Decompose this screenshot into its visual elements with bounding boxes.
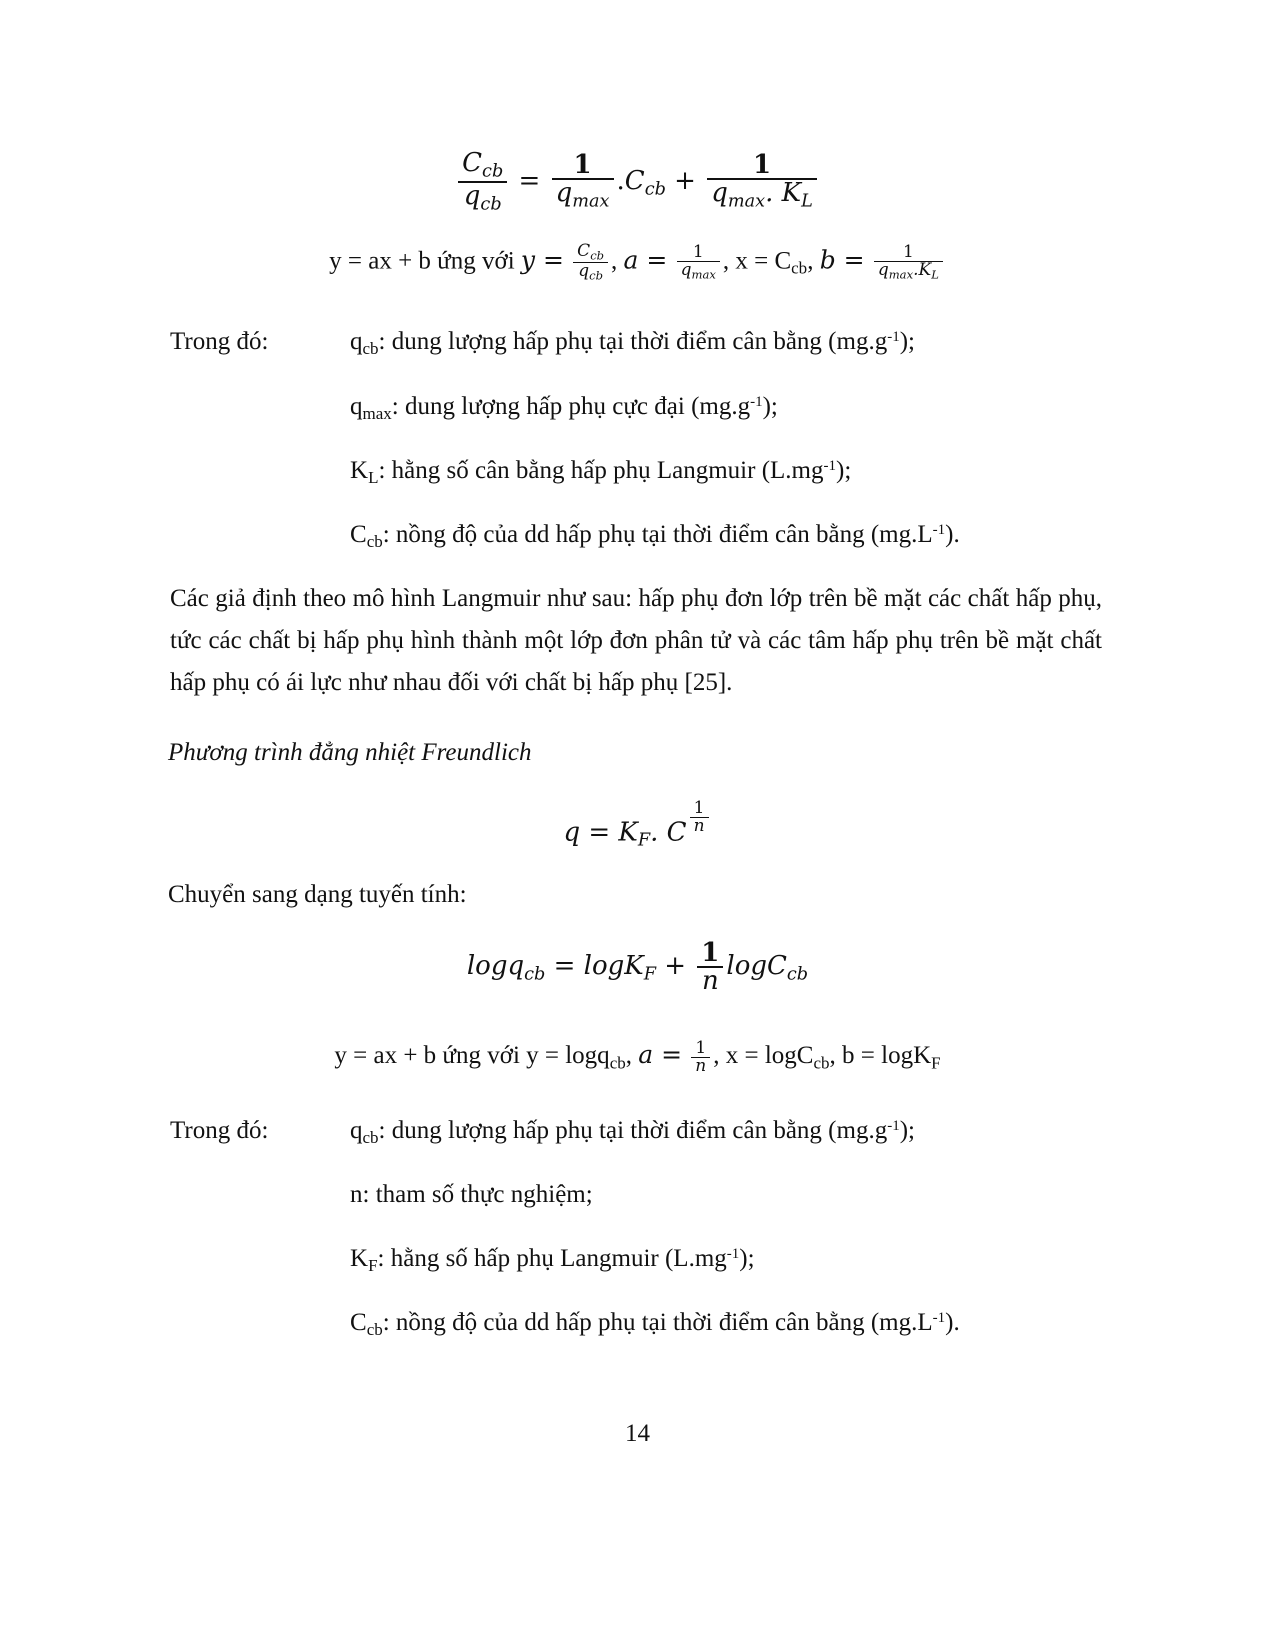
def-sup: -1 — [887, 328, 900, 345]
def-text: : hằng số hấp phụ Langmuir (L.mg — [377, 1245, 727, 1272]
def-symbol: K — [350, 457, 369, 484]
a-equals: a = — [623, 245, 668, 275]
y-num: C — [577, 241, 591, 261]
langmuir-equation — [0, 150, 1275, 214]
def-end: ). — [945, 1309, 960, 1336]
def-text: : dung lượng hấp phụ tại thời điểm cân bằng (mg.g — [378, 328, 888, 355]
b-num: 1 — [874, 244, 943, 262]
log-frac-den: n — [701, 966, 719, 996]
dot-operator: . — [616, 165, 625, 196]
lhs-num: C — [462, 148, 483, 178]
lhs-den-sub: cb — [480, 194, 502, 215]
linear-prefix: y = ax + b ứng với y = logq — [334, 1042, 610, 1070]
freundlich-c: . C — [650, 817, 687, 848]
b-den-tail: .K — [913, 260, 932, 280]
comma: , — [807, 247, 814, 275]
page-number: 14 — [625, 1420, 650, 1447]
definition-line — [350, 1117, 915, 1148]
def-end: ); — [762, 393, 778, 420]
b-sub: F — [931, 1053, 941, 1073]
term2-num: 1 — [707, 152, 817, 180]
exp-den: n — [693, 816, 705, 836]
def-sub: cb — [366, 532, 383, 552]
def-sub: F — [368, 1256, 378, 1276]
def-text: : nồng độ của dd hấp phụ tại thời điểm cân bằng (mg.L — [382, 1309, 933, 1336]
def-symbol: q — [350, 328, 363, 355]
b-den-tail-sub: L — [931, 267, 939, 282]
def-end: ). — [945, 521, 960, 548]
freundlich-lhs: q = K — [563, 817, 638, 848]
exp-num: 1 — [690, 800, 709, 818]
a-den: n — [695, 1056, 707, 1076]
def-symbol: C — [350, 1309, 367, 1336]
def-symbol: K — [350, 1245, 369, 1272]
y-num-sub: cb — [590, 248, 605, 263]
def-text: : dung lượng hấp phụ cực đại (mg.g — [391, 393, 751, 420]
def-sub: max — [362, 404, 392, 424]
log-lhs-sub: cb — [524, 964, 546, 985]
log-eq-sub: F — [643, 964, 656, 985]
linear-prefix: y = ax + b ứng với — [329, 247, 521, 275]
freundlich-lhs-sub: F — [637, 830, 651, 851]
term2-fraction — [707, 152, 817, 211]
def-sub: cb — [362, 1128, 379, 1148]
definition-line — [350, 328, 915, 359]
def-sub: L — [368, 468, 379, 488]
b-part: , b = logK — [829, 1042, 932, 1070]
c-symbol: C — [624, 165, 645, 196]
lhs-fraction — [458, 150, 507, 214]
term2-den-tail: . K — [765, 178, 802, 209]
term2-den-tail-sub: L — [801, 191, 813, 212]
freundlich-equation — [0, 800, 1275, 850]
comma: , — [625, 1042, 639, 1070]
def-sub: cb — [366, 1320, 383, 1340]
def-sub: cb — [362, 339, 379, 359]
log-frac-num: 1 — [697, 940, 723, 968]
lhs-den: q — [463, 180, 481, 211]
def-symbol: C — [350, 521, 367, 548]
lhs-num-sub: cb — [482, 161, 504, 182]
def-end: ); — [899, 1117, 915, 1144]
langmuir-linear-form — [0, 243, 1275, 282]
x-sub: cb — [813, 1053, 830, 1073]
exponent-fraction — [690, 800, 709, 835]
b-den-sub: max — [888, 267, 914, 282]
def-end: ); — [836, 457, 852, 484]
where-label: Trong đó: — [170, 328, 269, 355]
b-equals: b = — [819, 245, 865, 275]
log-rhs: logC — [726, 951, 787, 981]
def-sup: -1 — [932, 1309, 946, 1326]
log-equation — [0, 940, 1275, 994]
definition-line — [350, 521, 960, 552]
a-fraction — [677, 244, 720, 281]
plus-sign: + — [674, 165, 696, 196]
def-sup: -1 — [932, 521, 946, 538]
def-text: : hằng số cân bằng hấp phụ Langmuir (L.mg — [378, 457, 824, 484]
term2-den: q — [711, 178, 728, 209]
y-equals: y = — [520, 245, 564, 275]
def-text: : nồng độ của dd hấp phụ tại thời điểm cân bằng (mg.L — [382, 521, 933, 548]
def-text: : tham số thực nghiệm; — [362, 1181, 593, 1208]
log-eq: = logK — [545, 951, 644, 981]
term1-den-sub: max — [572, 191, 610, 212]
x-part: , x = logC — [713, 1042, 814, 1070]
x-sub: cb — [791, 258, 808, 278]
definition-line — [350, 457, 851, 488]
definition-line — [350, 1245, 755, 1276]
y-den-sub: cb — [589, 268, 603, 283]
def-end: ); — [739, 1245, 755, 1272]
comma: , — [611, 247, 618, 275]
term1-fraction — [552, 152, 614, 211]
where-label: Trong đó: — [170, 1117, 269, 1144]
def-symbol: q — [350, 393, 363, 420]
assumption-paragraph: Các giả định theo mô hình Langmuir như sau: hấp phụ đơn lớp trên bề mặt các chất hấp phụ, tức các chất bị hấp phụ hình thành một lớp đơn phân tử và các tâm hấp phụ trên bề mặt chất hấp phụ có ái lực như nhau đối với chất bị hấp phụ [25]. — [170, 585, 1102, 696]
linearize-label: Chuyển sang dạng tuyến tính: — [168, 881, 467, 908]
a-num: 1 — [691, 1040, 710, 1058]
x-part: , x = C — [722, 247, 792, 275]
definition-line — [350, 1181, 593, 1212]
def-sup: -1 — [887, 1117, 900, 1134]
def-symbol: n — [350, 1181, 363, 1208]
def-end: ); — [899, 328, 915, 355]
a-den: q — [680, 260, 692, 280]
b-den: q — [877, 260, 889, 280]
a-num: 1 — [677, 244, 720, 262]
freundlich-heading: Phương trình đẳng nhiệt Freundlich — [168, 739, 532, 766]
a-equals: a = — [638, 1040, 683, 1070]
def-sup: -1 — [750, 393, 763, 410]
log-rhs-sub: cb — [786, 964, 809, 985]
plus-sign: + — [655, 951, 695, 981]
def-symbol: q — [350, 1117, 363, 1144]
a-fraction — [691, 1040, 710, 1075]
y-den: q — [578, 261, 590, 282]
term2-den-sub: max — [727, 191, 766, 212]
definition-line — [350, 393, 778, 424]
equals-sign: = — [518, 165, 541, 196]
log-fraction — [697, 940, 723, 994]
a-den-sub: max — [691, 267, 716, 282]
definition-line — [350, 1309, 960, 1340]
y-fraction — [573, 243, 608, 282]
def-sup: -1 — [823, 457, 836, 474]
def-sup: -1 — [726, 1245, 740, 1262]
def-text: : dung lượng hấp phụ tại thời điểm cân bằng (mg.g — [378, 1117, 888, 1144]
term1-den: q — [555, 178, 573, 209]
c-sub: cb — [644, 179, 666, 200]
term1-num: 1 — [552, 152, 614, 180]
freundlich-linear-form — [0, 1040, 1275, 1075]
b-fraction — [874, 244, 943, 281]
log-lhs: logq — [466, 951, 525, 981]
y-sub: cb — [609, 1053, 626, 1073]
